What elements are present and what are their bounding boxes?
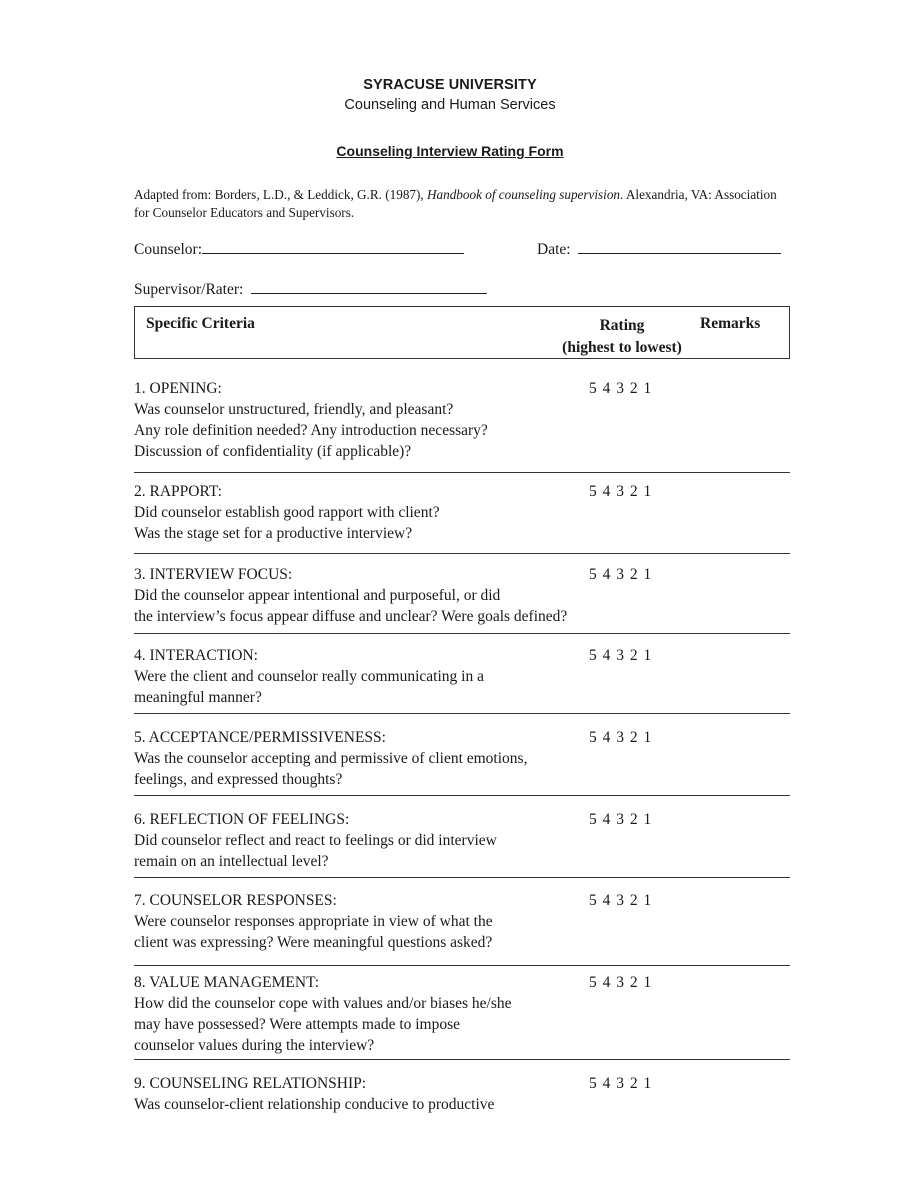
criterion-question: may have possessed? Were attempts made to impose	[134, 1016, 461, 1033]
criterion-title: 5. ACCEPTANCE/PERMISSIVENESS:	[134, 729, 386, 746]
criterion-title: 8. VALUE MANAGEMENT:	[134, 974, 320, 991]
criterion-divider	[134, 877, 790, 878]
criterion-divider	[134, 553, 790, 554]
supervisor-field	[134, 278, 487, 299]
criterion-question: Were counselor responses appropriate in view of what the	[134, 913, 493, 930]
date-label: Date:	[537, 241, 571, 258]
criterion-question: Discussion of confidentiality (if applicable)?	[134, 443, 412, 460]
header-rating	[552, 315, 692, 359]
criterion-divider	[134, 965, 790, 966]
criterion-question: How did the counselor cope with values and/or biases he/she	[134, 995, 512, 1012]
criterion-title: 9. COUNSELING RELATIONSHIP:	[134, 1075, 367, 1092]
citation-suffix: . Alexandria, VA: Association for Counselor Educators and Supervisors.	[134, 187, 777, 220]
criterion-question: Did counselor establish good rapport with client?	[134, 504, 440, 521]
rating-scale[interactable]: 5 4 3 2 1	[589, 729, 652, 746]
rating-scale[interactable]: 5 4 3 2 1	[589, 647, 652, 664]
criterion-title: 7. COUNSELOR RESPONSES:	[134, 892, 337, 909]
criterion-divider	[134, 713, 790, 714]
criterion-title: 1. OPENING:	[134, 380, 222, 397]
counselor-label: Counselor:	[134, 241, 203, 258]
rating-scale[interactable]: 5 4 3 2 1	[589, 1075, 652, 1092]
criterion-divider	[134, 472, 790, 473]
criterion-rapport	[134, 481, 790, 544]
rating-scale[interactable]: 5 4 3 2 1	[589, 483, 652, 500]
department-name: Counseling and Human Services	[344, 97, 556, 113]
rating-scale[interactable]: 5 4 3 2 1	[589, 811, 652, 828]
form-title: Counseling Interview Rating Form	[336, 143, 564, 159]
university-name: SYRACUSE UNIVERSITY	[363, 77, 537, 93]
rating-scale[interactable]: 5 4 3 2 1	[589, 380, 652, 397]
criterion-question: Was the counselor accepting and permissive of client emotions,	[134, 750, 528, 767]
citation	[134, 186, 794, 222]
supervisor-label: Supervisor/Rater:	[134, 281, 244, 298]
criterion-question: remain on an intellectual level?	[134, 853, 329, 870]
criterion-question: feelings, and expressed thoughts?	[134, 771, 343, 788]
criterion-question: Any role definition needed? Any introduction necessary?	[134, 422, 488, 439]
date-field	[537, 238, 781, 259]
criterion-question: meaningful manner?	[134, 689, 262, 706]
header-rating-label: Rating	[599, 317, 645, 334]
criterion-interaction	[134, 645, 790, 708]
criterion-question: Was counselor-client relationship conducive to productive	[134, 1096, 495, 1113]
rating-scale[interactable]: 5 4 3 2 1	[589, 892, 652, 909]
criterion-title: 6. REFLECTION OF FEELINGS:	[134, 811, 350, 828]
criterion-counseling-relationship	[134, 1073, 790, 1115]
header-specific-criteria: Specific Criteria	[146, 315, 255, 332]
header-remarks: Remarks	[700, 315, 761, 332]
criterion-divider	[134, 1059, 790, 1060]
criterion-divider	[134, 795, 790, 796]
supervisor-blank-line[interactable]	[251, 278, 487, 294]
header-rating-subtitle: (highest to lowest)	[562, 339, 682, 356]
criterion-opening	[134, 378, 790, 462]
criterion-question: Was the stage set for a productive interview?	[134, 525, 413, 542]
criterion-interview-focus	[134, 564, 790, 627]
criterion-question: Was counselor unstructured, friendly, and pleasant?	[134, 401, 454, 418]
rating-scale[interactable]: 5 4 3 2 1	[589, 566, 652, 583]
criterion-question: Were the client and counselor really communicating in a	[134, 668, 484, 685]
criterion-title: 3. INTERVIEW FOCUS:	[134, 566, 293, 583]
citation-prefix: Adapted from: Borders, L.D., & Leddick, G.R. (1987),	[134, 187, 427, 202]
rating-scale[interactable]: 5 4 3 2 1	[589, 974, 652, 991]
criterion-question: client was expressing? Were meaningful questions asked?	[134, 934, 493, 951]
date-blank-line[interactable]	[578, 238, 781, 254]
counselor-blank-line[interactable]	[202, 238, 464, 254]
criterion-divider	[134, 633, 790, 634]
counselor-field	[134, 238, 464, 259]
criterion-counselor-responses	[134, 890, 790, 953]
citation-book-title: Handbook of counseling supervision	[427, 187, 621, 202]
criterion-value-management	[134, 972, 790, 1056]
criterion-question: Did the counselor appear intentional and purposeful, or did	[134, 587, 501, 604]
criterion-question: the interview’s focus appear diffuse and unclear? Were goals defined?	[134, 608, 568, 625]
criterion-question: counselor values during the interview?	[134, 1037, 375, 1054]
criterion-reflection-of-feelings	[134, 809, 790, 872]
criterion-title: 2. RAPPORT:	[134, 483, 222, 500]
criterion-title: 4. INTERACTION:	[134, 647, 258, 664]
criterion-acceptance	[134, 727, 790, 790]
criterion-question: Did counselor reflect and react to feelings or did interview	[134, 832, 497, 849]
